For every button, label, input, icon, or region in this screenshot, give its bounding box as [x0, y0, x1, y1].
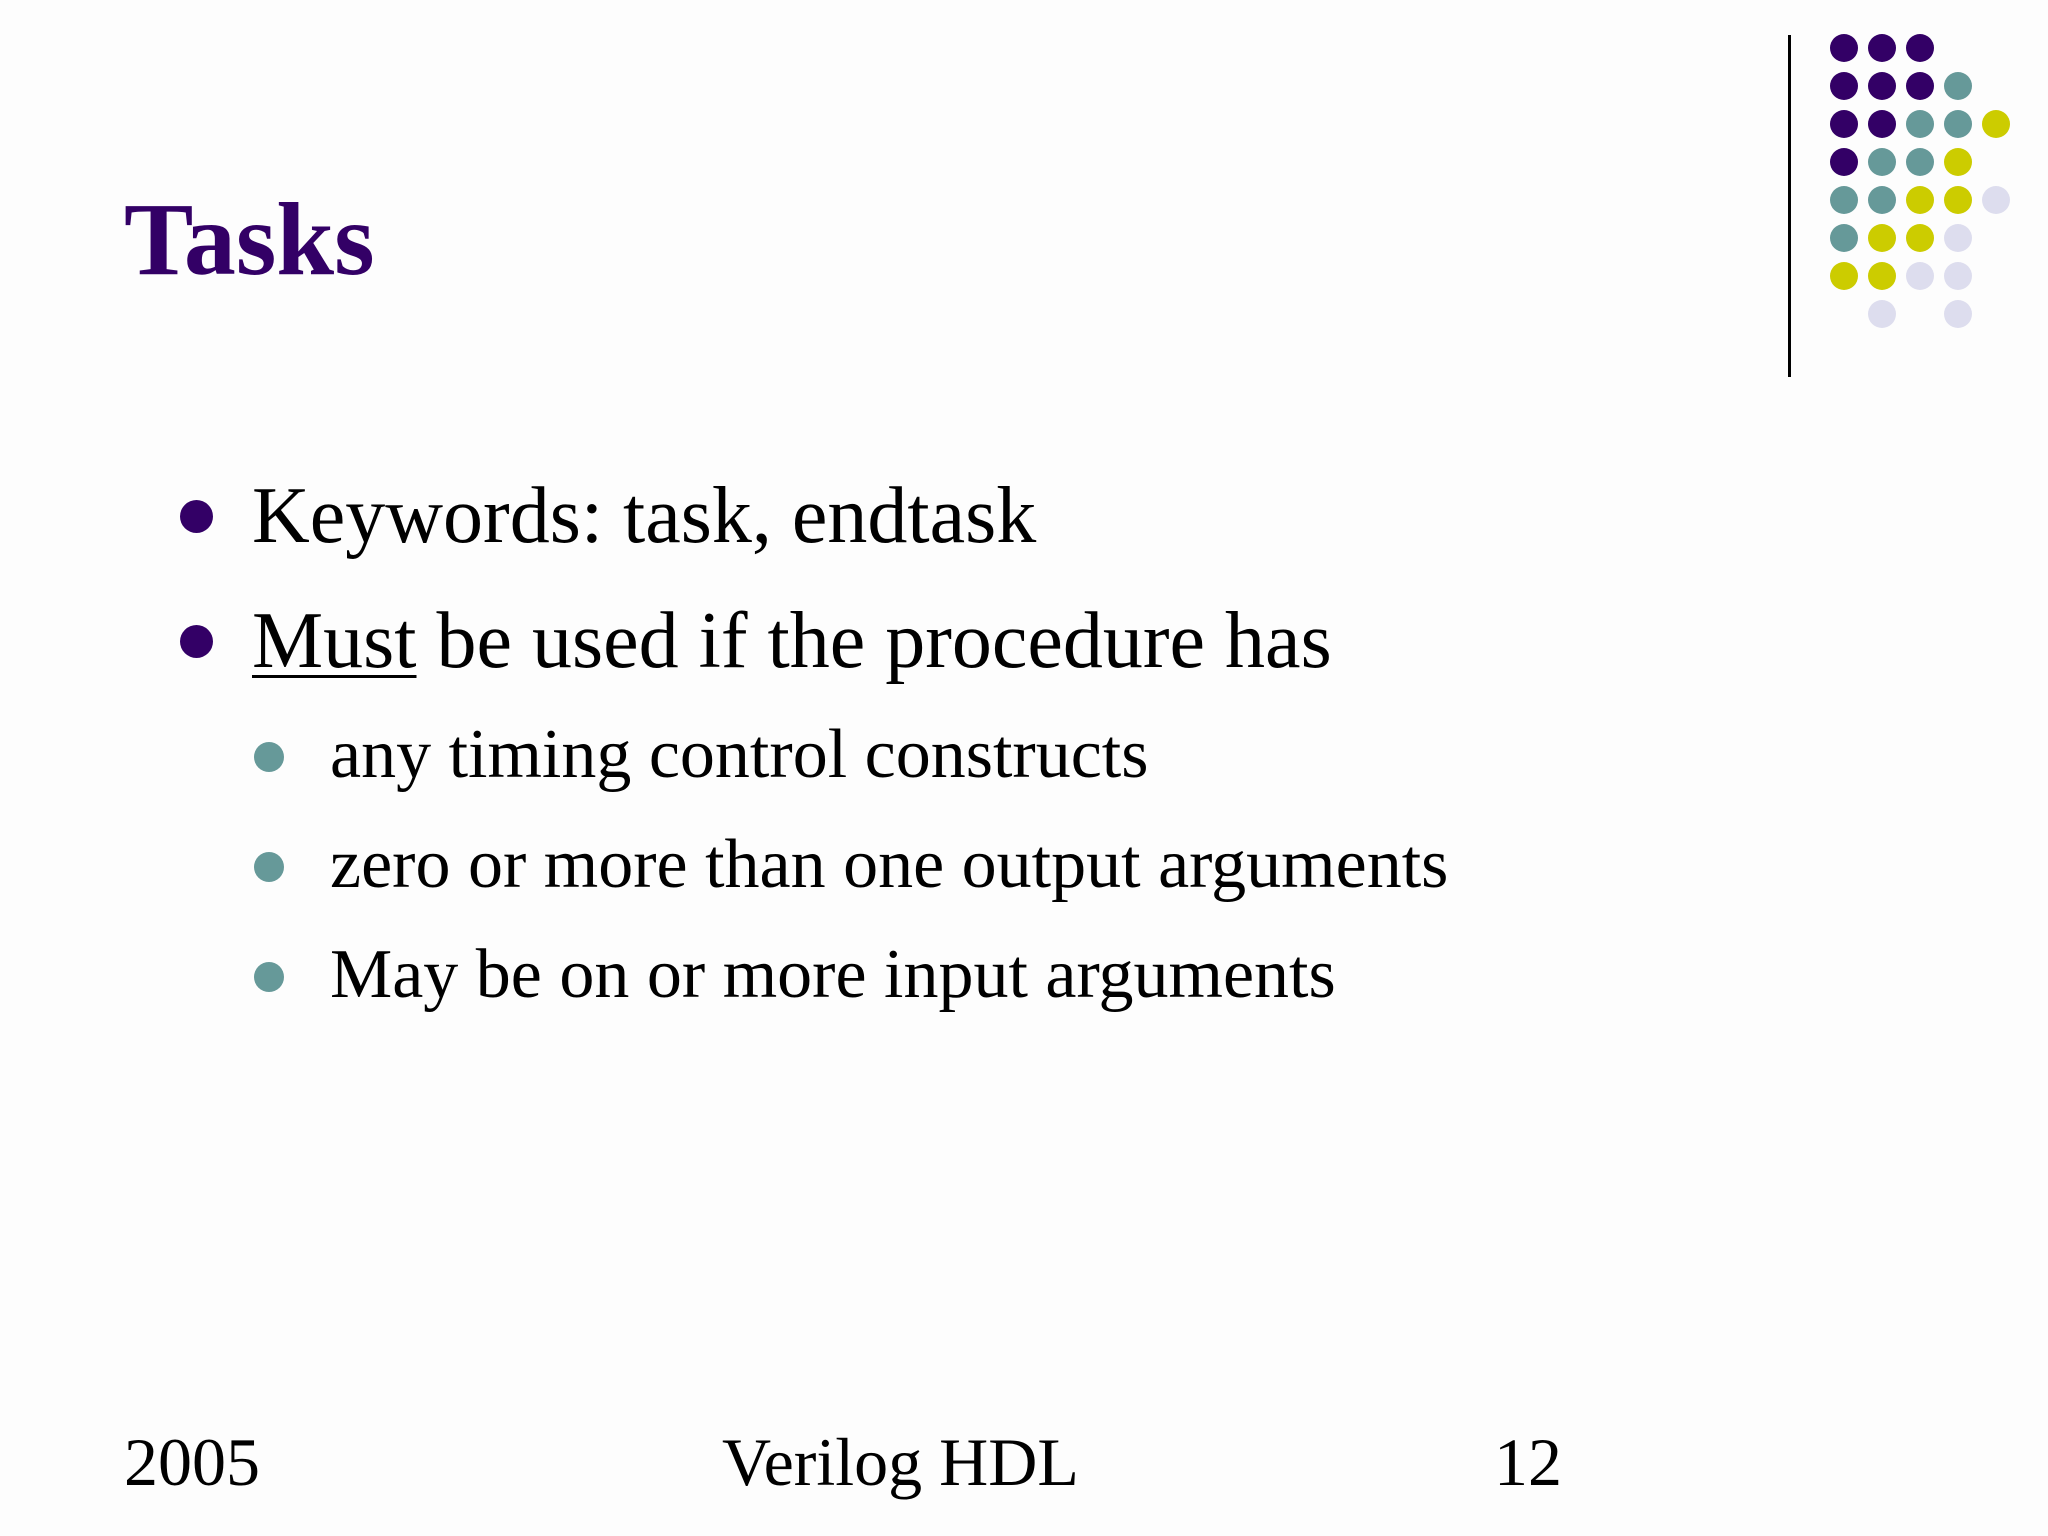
- decorative-dot-teal: [1906, 110, 1934, 138]
- bullet-item-must-be-used: [252, 597, 1332, 685]
- decorative-dot-yellow: [1868, 262, 1896, 290]
- decorative-dot-teal: [1830, 224, 1858, 252]
- decorative-dot-lavender: [1982, 186, 2010, 214]
- decorative-dot-yellow: [1944, 186, 1972, 214]
- decorative-dot-yellow: [1906, 186, 1934, 214]
- decorative-dot-teal: [1944, 110, 1972, 138]
- decorative-dot-grid: [0, 0, 2048, 400]
- decorative-dot-teal: [1868, 148, 1896, 176]
- decorative-dot-purple: [1830, 110, 1858, 138]
- decorative-dot-purple: [1830, 72, 1858, 100]
- sub-bullet-item: [330, 936, 1336, 1013]
- decorative-dot-purple: [1868, 110, 1896, 138]
- bullet-dot-icon: [180, 625, 213, 658]
- underlined-word: Must: [252, 597, 417, 685]
- decorative-dot-purple: [1906, 72, 1934, 100]
- decorative-dot-lavender: [1944, 300, 1972, 328]
- sub-bullet-item: [330, 716, 1149, 793]
- decorative-dot-yellow: [1944, 148, 1972, 176]
- footer-date: 2005: [124, 1424, 260, 1500]
- sub-bullet-item: [330, 826, 1449, 903]
- decorative-dot-lavender: [1944, 262, 1972, 290]
- sub-bullet-dot-icon: [254, 962, 284, 992]
- decorative-dot-teal: [1944, 72, 1972, 100]
- bullet-text: Keywords: task, endtask: [252, 472, 1037, 560]
- decorative-dot-purple: [1830, 34, 1858, 62]
- decorative-dot-purple: [1906, 34, 1934, 62]
- decorative-dot-teal: [1868, 186, 1896, 214]
- decorative-dot-yellow: [1868, 224, 1896, 252]
- decorative-dot-purple: [1868, 34, 1896, 62]
- sub-bullet-dot-icon: [254, 852, 284, 882]
- decorative-dot-purple: [1830, 148, 1858, 176]
- bullet-item-keywords: [252, 472, 1037, 560]
- decorative-dot-teal: [1830, 186, 1858, 214]
- decorative-dot-lavender: [1868, 300, 1896, 328]
- decorative-dot-yellow: [1906, 224, 1934, 252]
- bullet-text: be used if the procedure has: [416, 597, 1332, 685]
- decorative-dot-teal: [1906, 148, 1934, 176]
- footer-page-number: 12: [1494, 1424, 1562, 1500]
- footer-title: Verilog HDL: [722, 1424, 1079, 1500]
- sub-bullet-text: any timing control constructs: [330, 716, 1149, 793]
- decorative-dot-yellow: [1830, 262, 1858, 290]
- sub-bullet-dot-icon: [254, 742, 284, 772]
- bullet-dot-icon: [180, 500, 213, 533]
- sub-bullet-text: zero or more than one output arguments: [330, 826, 1449, 903]
- decorative-dot-purple: [1868, 72, 1896, 100]
- decorative-dot-lavender: [1944, 224, 1972, 252]
- decorative-dot-lavender: [1906, 262, 1934, 290]
- slide-title: Tasks: [124, 182, 375, 297]
- sub-bullet-text: May be on or more input arguments: [330, 936, 1336, 1013]
- decorative-dot-yellow: [1982, 110, 2010, 138]
